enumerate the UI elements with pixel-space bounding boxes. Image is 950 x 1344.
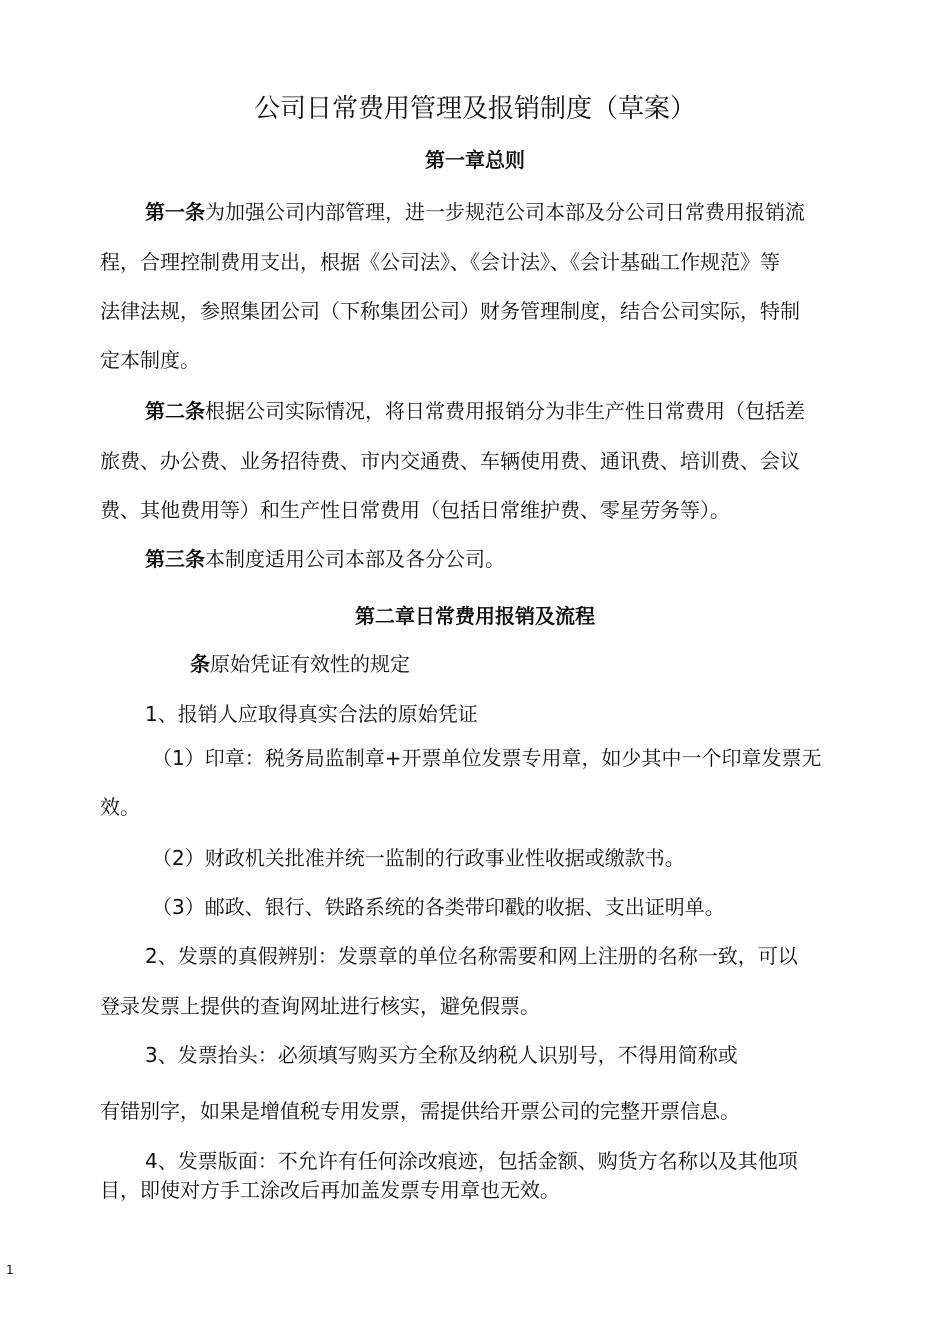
- item-1: 1、报销人应取得真实合法的原始凭证: [145, 702, 478, 726]
- article-2-line-3: 费、其他费用等）和生产性日常费用（包括日常维护费、零星劳务等）。: [100, 498, 730, 522]
- sub-item-2: （2）财政机关批准并统一监制的行政事业性收据或缴款书。: [152, 846, 685, 870]
- page-number: 1: [6, 1263, 14, 1277]
- item-3-line-1: 3、发票抬头：必须填写购买方全称及纳税人识别号，不得用简称或: [145, 1043, 738, 1067]
- article-4: 条原始凭证有效性的规定: [190, 652, 410, 676]
- item-4-line-1: 4、发票版面：不允许有任何涂改痕迹，包括金额、购货方名称以及其他项: [145, 1149, 798, 1173]
- article-1-line-3: 法律法规，参照集团公司（下称集团公司）财务管理制度，结合公司实际，特制: [100, 299, 800, 323]
- document-title: 公司日常费用管理及报销制度（草案）: [253, 94, 696, 124]
- article-2-line-2: 旅费、办公费、业务招待费、市内交通费、车辆使用费、通讯费、培训费、会议: [100, 449, 800, 473]
- item-2-line-2: 登录发票上提供的查询网址进行核实，避免假票。: [100, 994, 540, 1018]
- article-1-line-2: 程，合理控制费用支出，根据《公司法》、《会计法》、《会计基础工作规范》等: [100, 250, 780, 274]
- sub-item-1-line-2: 效。: [100, 795, 140, 819]
- item-4-line-2: 目，即使对方手工涂改后再加盖发票专用章也无效。: [100, 1178, 560, 1202]
- article-3-label: 第三条: [145, 547, 205, 571]
- article-1-line-1: 第一条为加强公司内部管理，进一步规范公司本部及分公司日常费用报销流: [145, 200, 805, 224]
- chapter-2-heading: 第二章日常费用报销及流程: [355, 604, 595, 628]
- article-2-label: 第二条: [145, 399, 205, 423]
- article-2-line-1: 第二条根据公司实际情况，将日常费用报销分为非生产性日常费用（包括差: [145, 399, 805, 423]
- article-4-label: 条: [190, 652, 210, 676]
- item-2-line-1: 2、发票的真假辨别：发票章的单位名称需要和网上注册的名称一致，可以: [145, 944, 798, 968]
- article-1-line-4: 定本制度。: [100, 348, 200, 372]
- sub-item-1-line-1: （1）印章：税务局监制章+开票单位发票专用章，如少其中一个印章发票无: [152, 746, 822, 770]
- item-3-line-2: 有错别字，如果是增值税专用发票，需提供给开票公司的完整开票信息。: [100, 1099, 740, 1123]
- sub-item-3: （3）邮政、银行、铁路系统的各类带印戳的收据、支出证明单。: [152, 895, 725, 919]
- chapter-1-heading: 第一章总则: [425, 148, 525, 172]
- article-1-label: 第一条: [145, 200, 205, 224]
- article-3: 第三条本制度适用公司本部及各分公司。: [145, 547, 505, 571]
